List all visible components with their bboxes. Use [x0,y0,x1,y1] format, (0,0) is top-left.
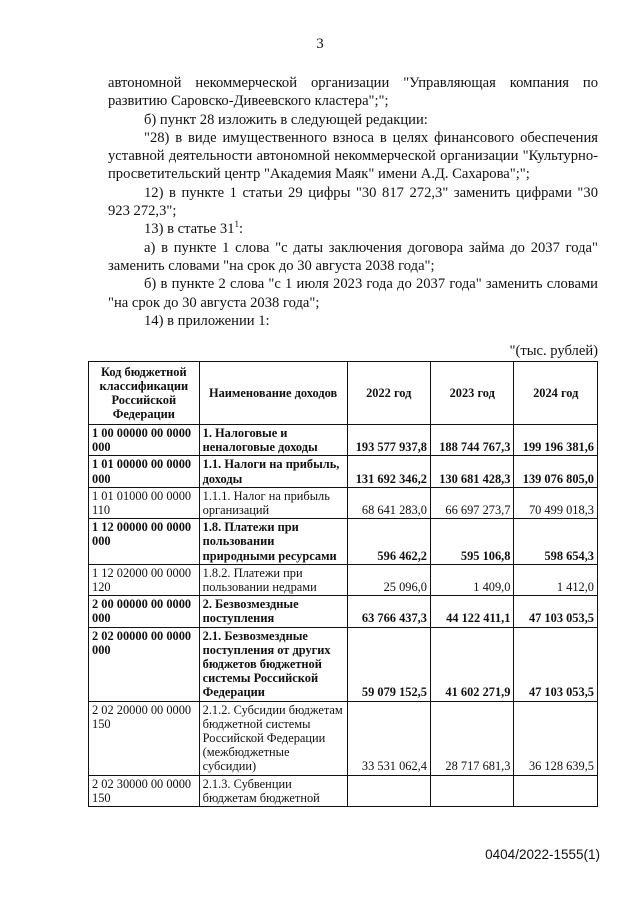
table-row [89,701,598,775]
row-2024: 70 499 018,3 [514,487,598,518]
row-code: 2 00 00000 00 0000 000 [89,596,200,627]
row-code: 1 12 00000 00 0000 000 [89,519,200,565]
header-2022: 2022 год [347,362,430,425]
row-2023: 595 106,8 [430,519,513,565]
row-name: 2.1.2. Субсидии бюджетам бюджетной системы Российской Федерации (межбюджетные субсидии) [199,701,347,775]
row-2024: 1 412,0 [514,564,598,595]
row-code: 2 02 30000 00 0000 150 [89,775,200,806]
table-row [89,596,598,627]
row-2022: 59 079 152,5 [347,627,430,701]
row-2023: 1 409,0 [430,564,513,595]
table-row [89,775,598,806]
row-name: 1.8. Платежи при пользовании природными ресурсами [199,519,347,565]
header-2024: 2024 год [514,362,598,425]
row-2024: 199 196 381,6 [514,425,598,456]
row-2024: 598 654,3 [514,519,598,565]
row-name: 1.8.2. Платежи при пользовании недрами [199,564,347,595]
row-2023: 130 681 428,3 [430,456,513,487]
row-code: 1 12 02000 00 0000 120 [89,564,200,595]
superscript: 1 [234,219,240,230]
row-2023: 28 717 681,3 [430,701,513,775]
row-code: 1 01 00000 00 0000 000 [89,456,200,487]
paragraph-8: 14) в приложении 1: [144,312,270,329]
table-row [89,487,598,518]
paragraph-1: автономной некоммерческой организации "Управляющая компания по развитию Саровско-Дивеевского кластера";"; [108,75,598,110]
row-name: 2.1. Безвозмездные поступления от других бюджетов бюджетной системы Российской Федерации [199,627,347,701]
row-2024: 139 076 805,0 [514,456,598,487]
row-2024 [514,775,598,806]
row-2023 [430,775,513,806]
page-number: 3 [316,36,324,52]
paragraph-7: б) в пункте 2 слова "с 1 июля 2023 года до 2037 года" заменить словами "на срок до 30 августа 2038 года"; [108,276,598,311]
footer-code: 0404/2022-1555(1) [485,847,600,862]
table-header-row [89,362,598,425]
header-code: Код бюджетной классификации Российской Федерации [89,362,200,425]
paragraph-5-tail: : [239,221,244,238]
row-name: 2. Безвозмездные поступления [199,596,347,627]
row-2022: 63 766 437,3 [347,596,430,627]
paragraph-3: "28) в виде имущественного взноса в целях финансового обеспечения уставной деятельности автономной некоммерческой организации "Культурно-просветительский центр "Академия Маяк" имени А.Д. Сахарова";"; [108,129,598,183]
row-2023: 41 602 271,9 [430,627,513,701]
row-code: 2 02 00000 00 0000 000 [89,627,200,701]
paragraph-5 [108,220,598,238]
table-row [89,627,598,701]
paragraph-2: б) пункт 28 изложить в следующей редакции: [144,111,428,128]
row-2022: 25 096,0 [347,564,430,595]
row-name: 1.1.1. Налог на прибыль организаций [199,487,347,518]
row-name: 1.1. Налоги на прибыль, доходы [199,456,347,487]
table-row [89,425,598,456]
row-name: 2.1.3. Субвенции бюджетам бюджетной [199,775,347,806]
row-code: 1 01 01000 00 0000 110 [89,487,200,518]
row-code: 1 00 00000 00 0000 000 [89,425,200,456]
row-code: 2 02 20000 00 0000 150 [89,701,200,775]
row-2022: 33 531 062,4 [347,701,430,775]
row-2023: 66 697 273,7 [430,487,513,518]
paragraph-6: а) в пункте 1 слова "с даты заключения договора займа до 2037 года" заменить словами "на срок до 30 августа 2038 года"; [108,239,598,274]
table-row [89,564,598,595]
row-2024: 47 103 053,5 [514,596,598,627]
paragraph-4: 12) в пункте 1 статьи 29 цифры "30 817 272,3" заменить цифрами "30 923 272,3"; [108,184,598,220]
row-name: 1. Налоговые и неналоговые доходы [199,425,347,456]
header-name: Наименование доходов [199,362,347,425]
row-2022 [347,775,430,806]
row-2022: 131 692 346,2 [347,456,430,487]
table-row [89,519,598,565]
row-2023: 44 122 411,1 [430,596,513,627]
header-2023: 2023 год [430,362,513,425]
paragraph-5-text: 13) в статье 31 [144,221,235,238]
row-2022: 193 577 937,8 [347,425,430,456]
table-row [89,456,598,487]
document-body [108,74,598,330]
row-2023: 188 744 767,3 [430,425,513,456]
budget-table [88,361,598,807]
row-2024: 36 128 639,5 [514,701,598,775]
row-2022: 596 462,2 [347,519,430,565]
unit-note: "(тыс. рублей) [509,343,598,359]
row-2022: 68 641 283,0 [347,487,430,518]
row-2024: 47 103 053,5 [514,627,598,701]
